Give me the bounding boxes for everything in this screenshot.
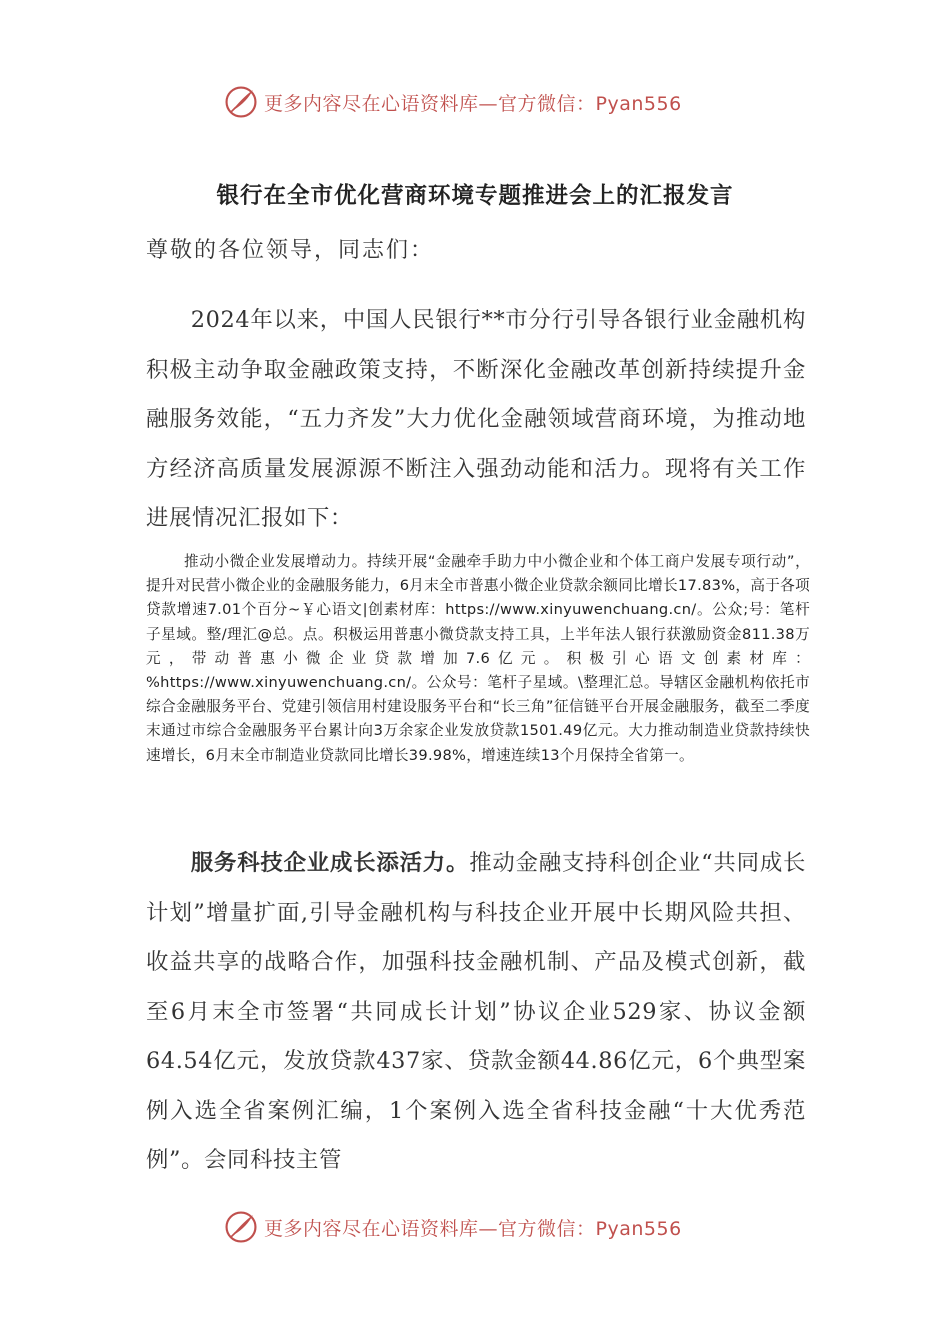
paragraph-small-business: 推动小微企业发展增动力。持续开展“金融牵手助力中小微企业和个体工商户发展专项行动”，提升对民营小微企业的金融服务能力，6月末全市普惠小微企业贷款余额同比增长17.83%，高于各项贷款增速7.01个百分~￥心语文|创素材库：https://www.xinyuwenchuang.cn/。公众;号：笔杆子星域。整/理汇@总。点。积极运用普惠小微贷款支持工具，上半年法人银行获激励资金811.38万元，带动普惠小微企业贷款增加7.6亿元。积极引心语文创素材库：%https://www.xinyuwenchuang.cn/。公众号：笔杆子星域。\整理汇总。导辖区金融机构依托市综合金融服务平台、党建引领信用村建设服务平台和“长三角”征信链平台开展金融服务，截至二季度末通过市综合金融服务平台累计向3万余家企业发放贷款1501.49亿元。大力推动制造业贷款持续快速增长，6月末全市制造业贷款同比增长39.98%，增速连续13个月保持全省第一。 [146, 553, 810, 764]
header-banner [224, 82, 744, 122]
quill-logo-icon [224, 85, 258, 119]
paragraph-tech-lead: 服务科技企业成长添活力。 [190, 850, 470, 876]
banner-text [264, 89, 682, 116]
paragraph-tech-enterprise [146, 839, 806, 1186]
footer-banner [224, 1207, 744, 1247]
banner-suffix: 官方微信： [498, 92, 596, 115]
paragraph-tech-body: 推动金融支持科创企业“共同成长计划”增量扩面,引导金融机构与科技企业开展中长期风险共担、收益共享的战略合作，加强科技金融机制、产品及模式创新，截至6月末全市签署“共同成长计划”协议企业529家、协议金额64.54亿元，发放贷款437家、贷款金额44.86亿元，6个典型案例入选全省案例汇编，1个案例入选全省科技金融“十大优秀范例”。会同科技主管 [146, 850, 807, 1173]
banner-main-text: 更多内容尽在心语资料库 [264, 1217, 479, 1240]
paragraph-intro: 2024年以来，中国人民银行**市分行引导各银行业金融机构积极主动争取金融政策支持，不断深化金融改革创新持续提升金融服务效能，“五力齐发”大力优化金融领域营商环境，为推动地方经济高质量发展源源不断注入强劲动能和活力。现将有关工作进展情况汇报如下： [146, 307, 806, 531]
quill-logo-icon [224, 1210, 258, 1244]
document-title: 银行在全市优化营商环境专题推进会上的汇报发言 [216, 183, 734, 209]
banner-separator: — [478, 92, 499, 115]
banner-wechat-id: Pyan556 [595, 1217, 682, 1240]
banner-suffix: 官方微信： [498, 1217, 596, 1240]
banner-main-text: 更多内容尽在心语资料库 [264, 92, 479, 115]
banner-wechat-id: Pyan556 [595, 92, 682, 115]
greeting: 尊敬的各位领导，同志们： [146, 238, 435, 263]
banner-separator: — [478, 1217, 499, 1240]
banner-text [264, 1214, 682, 1241]
